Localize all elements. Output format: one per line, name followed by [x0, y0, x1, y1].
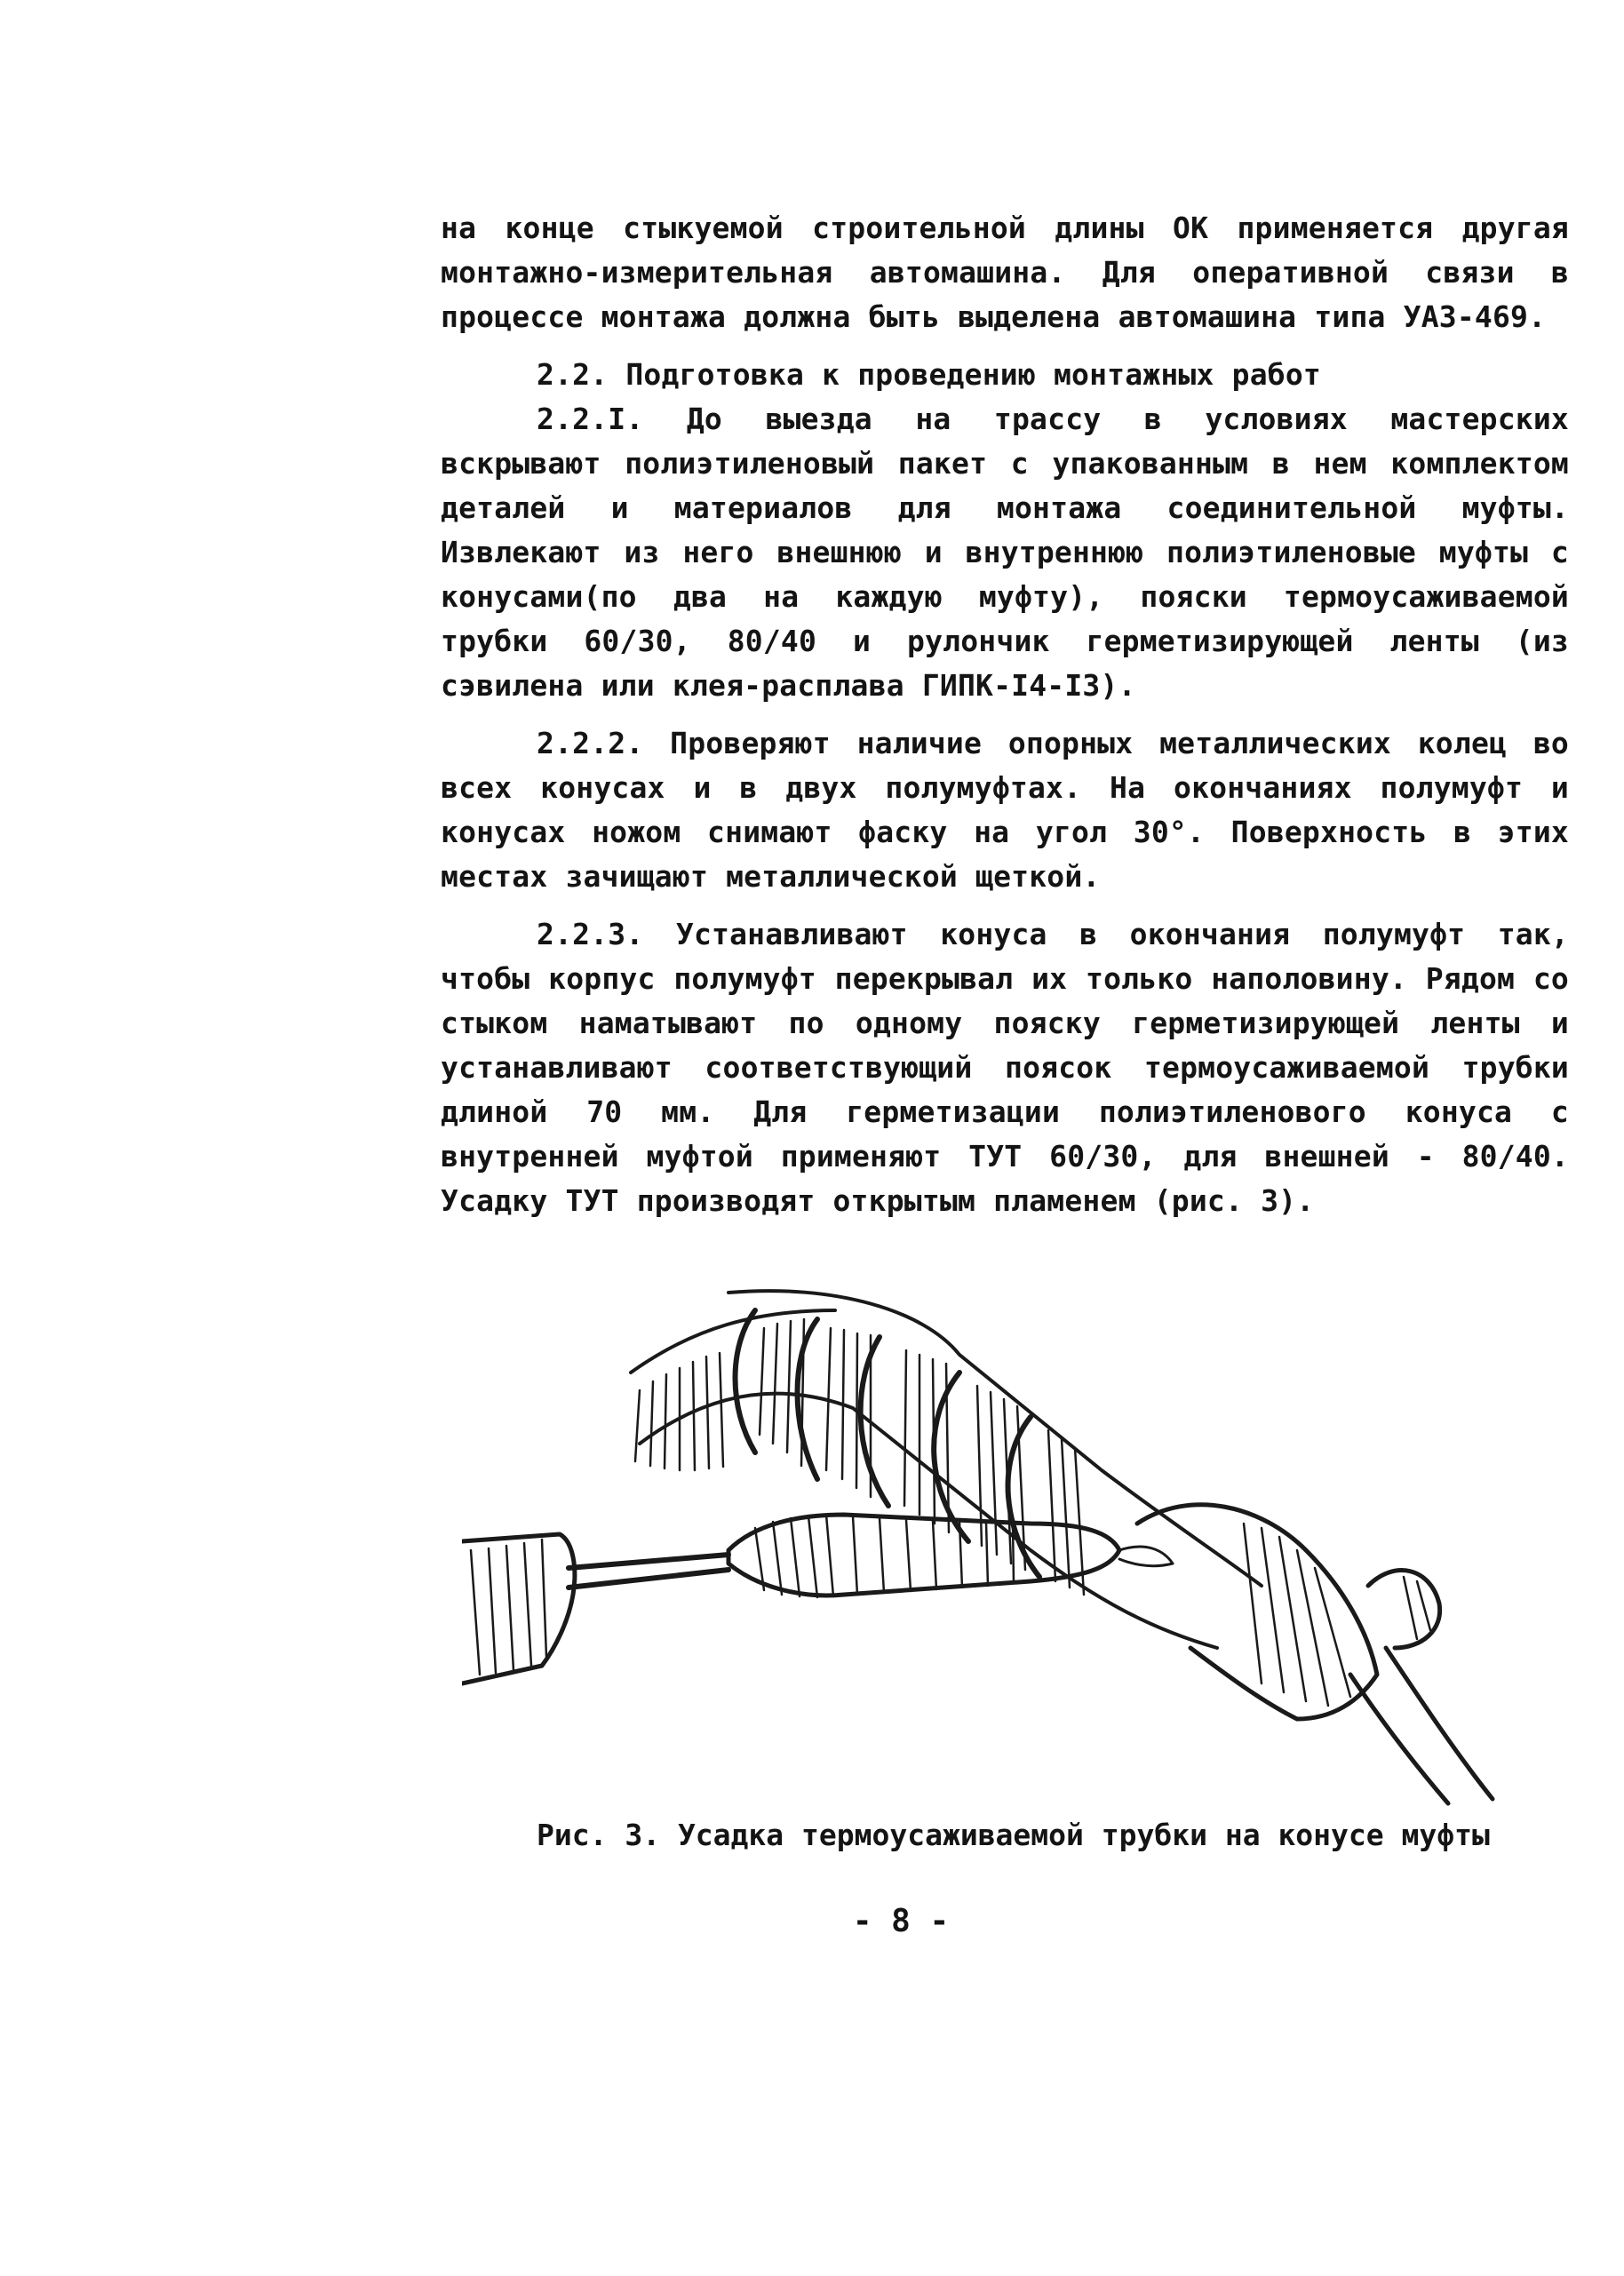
paragraph-intro: на конце стыкуемой строительной длины ОК применяется другая монтажно-измерительная автомашина. Для оперативной связи в процессе монтажа должна быть выделена автомашина типа УАЗ-469.: [441, 211, 1569, 334]
heat-shrink-torch-drawing: [462, 1257, 1510, 1808]
figure-3-illustration: [462, 1257, 1510, 1808]
paragraph-2-2-2: 2.2.2. Проверяют наличие опорных металлических колец во всех конусах и в двух полумуфтах. На окончаниях полумуфт и конусах ножом снимают фаску на угол 30°. Поверхность в этих местах зачищают металлической щеткой.: [441, 726, 1569, 894]
paragraph-2-2-1: 2.2.I. До выезда на трассу в условиях мастерских вскрывают полиэтиленовый пакет с упакованным в нем комплектом деталей и материалов для монтажа соединительной муфты. Извлекают из него внешнюю и внутреннюю полиэтиленовые муфты с конусами(по два на каждую муфту), пояски термоусаживаемой трубки 60/30, 80/40 и рулончик герметизирующей ленты (из сэвилена или клея-расплава ГИПК-I4-I3).: [441, 402, 1569, 703]
section-heading: 2.2. Подготовка к проведению монтажных работ: [537, 357, 1321, 392]
figure-caption: Рис. 3. Усадка термоусаживаемой трубки на конусе муфты: [537, 1818, 1490, 1852]
paragraph-2-2-3: 2.2.3. Устанавливают конуса в окончания полумуфт так, чтобы корпус полумуфт перекрывал их только наполовину. Рядом со стыком наматывают по одному пояску герметизирующей ленты и устанавливают соответствующий поясок термоусаживаемой трубки длиной 70 мм. Для герметизации полиэтиленового конуса с внутренней муфтой применяют ТУТ 60/30, для внешней - 80/40. Усадку ТУТ производят открытым пламенем (рис. 3).: [441, 917, 1569, 1218]
body-text: [441, 206, 1569, 1237]
page-number: - 8 -: [852, 1903, 950, 1939]
